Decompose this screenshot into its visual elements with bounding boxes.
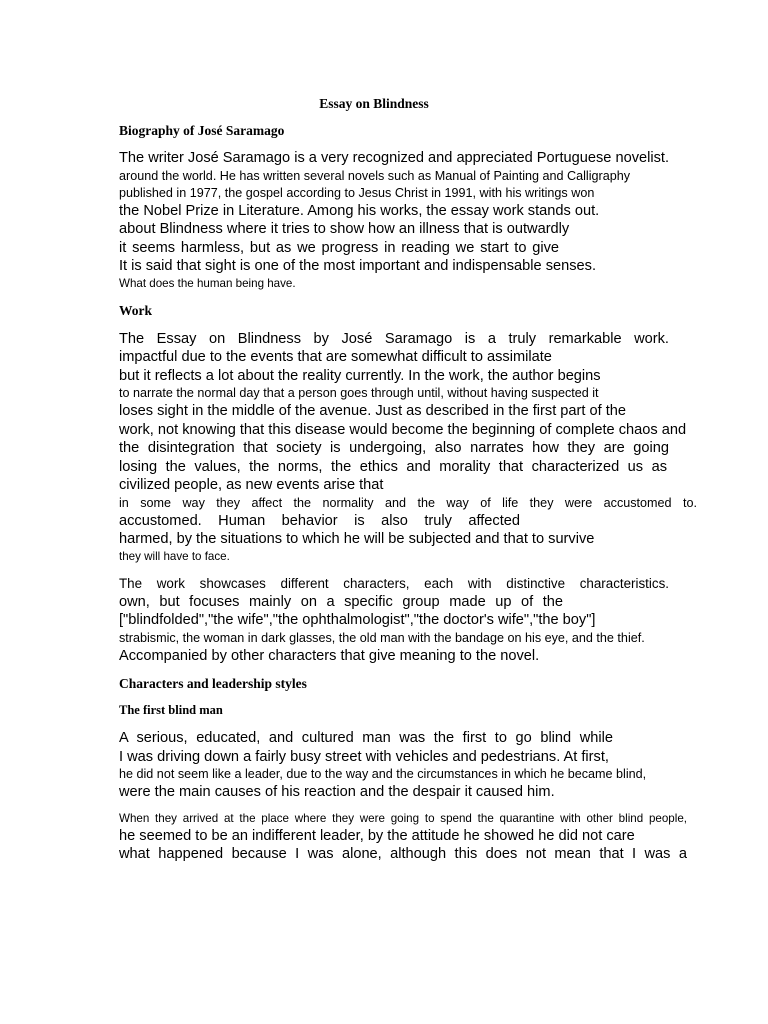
section-heading-work: Work (119, 302, 153, 318)
biography-paragraph (119, 149, 729, 292)
text-line: around the world. He has written several novels such as Manual of Painting and Calligraphy (119, 168, 631, 183)
text-line: civilized people, as new events arise that (119, 477, 384, 493)
text-line: the Nobel Prize in Literature. Among his works, the essay work stands out. (119, 202, 600, 219)
text-line: to narrate the normal day that a person goes through until, without having suspected it (119, 386, 599, 400)
subsection-heading-first-blind-man: The first blind man (119, 703, 223, 717)
text-line: published in 1977, the gospel according to Jesus Christ in 1991, with his writings won (119, 185, 595, 200)
text-line: The work showcases different characters, each with distinctive characteristics. (119, 575, 669, 591)
text-line: harmed, by the situations to which he will be subjected and that to survive (119, 531, 595, 547)
section-heading-characters: Characters and leadership styles (119, 676, 307, 691)
text-line: It is said that sight is one of the most important and indispensable senses. (119, 258, 596, 274)
text-line: When they arrived at the place where they were going to spend the quarantine with other blind people, (119, 811, 687, 825)
characters-paragraph-2 (119, 811, 729, 864)
work-paragraph-1 (119, 330, 729, 565)
text-line: ["blindfolded","the wife","the ophthalmologist","the doctor's wife","the boy"] (119, 612, 596, 628)
text-line: were the main causes of his reaction and the despair it caused him. (119, 784, 555, 800)
text-line: strabismic, the woman in dark glasses, the old man with the bandage on his eye, and the thief. (119, 630, 645, 645)
text-line: what happened because I was alone, although this does not mean that I was a (119, 846, 687, 862)
work-paragraph-2 (119, 575, 729, 666)
text-line: they will have to face. (119, 549, 230, 563)
text-line: he did not seem like a leader, due to the way and the circumstances in which he became blind, (119, 767, 647, 781)
text-line: I was driving down a fairly busy street with vehicles and pedestrians. At first, (119, 748, 609, 765)
document-body (119, 122, 729, 864)
characters-paragraph-1 (119, 729, 729, 802)
text-line: own, but focuses mainly on a specific group made up of the (119, 593, 563, 610)
text-line: the disintegration that society is undergoing, also narrates how they are going (119, 440, 669, 456)
text-line: about Blindness where it tries to show how an illness that is outwardly (119, 221, 570, 237)
text-line: in some way they affect the normality and the way of life they were accustomed to. (119, 495, 697, 510)
text-line: The writer José Saramago is a very recognized and appreciated Portuguese novelist. (119, 150, 669, 166)
text-line: loses sight in the middle of the avenue. Just as described in the first part of the (119, 403, 627, 419)
text-line: What does the human being have. (119, 276, 296, 290)
section-heading-biography: Biography of José Saramago (119, 123, 285, 138)
text-line: accustomed. Human behavior is also truly affected (119, 512, 520, 529)
text-line: A serious, educated, and cultured man was the first to go blind while (119, 730, 613, 746)
text-line: it seems harmless, but as we progress in reading we start to give (119, 239, 559, 256)
text-line: work, not knowing that this disease would become the beginning of complete chaos and (119, 421, 687, 438)
text-line: The Essay on Blindness by José Saramago is a truly remarkable work. (119, 330, 669, 347)
document-title: Essay on Blindness (319, 96, 429, 111)
text-line: he seemed to be an indifferent leader, by the attitude he showed he did not care (119, 827, 635, 844)
text-line: losing the values, the norms, the ethics and morality that characterized us as (119, 458, 667, 475)
text-line: but it reflects a lot about the reality currently. In the work, the author begins (119, 367, 601, 384)
text-line: impactful due to the events that are somewhat difficult to assimilate (119, 349, 552, 365)
text-line: Accompanied by other characters that give meaning to the novel. (119, 647, 540, 664)
